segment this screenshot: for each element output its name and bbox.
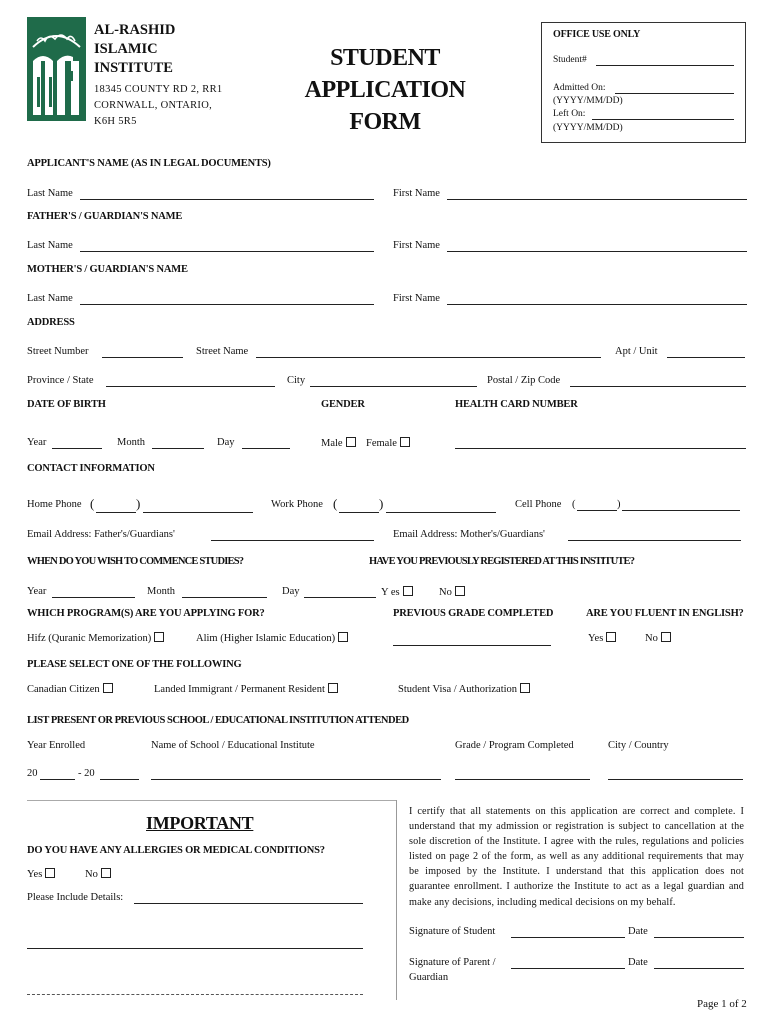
- certification-text: I certify that all statements on this application are correct and complete. I understand that my admission or registration is subject to cancellation at the sole discretion of the Institute. I agree with the rules, regulations and policies listed on page 2 of the form, as well as any additional requirements that may be imposed by the Institute. I understand that this application does not guarantee enrollment. I authorize the Institute to act as a legal guardian and make any decisions, including medical decisions on my behalf.: [409, 806, 744, 908]
- fluent-no-checkbox[interactable]: [661, 632, 671, 642]
- previous-grade-heading: PREVIOUS GRADE COMPLETED: [393, 608, 554, 619]
- mother-last-label: Last Name: [27, 293, 73, 304]
- office-use-box: [541, 22, 746, 143]
- school-col-grade: Grade / Program Completed: [455, 740, 574, 751]
- gender-male-option[interactable]: [321, 437, 356, 449]
- dob-month-field[interactable]: [152, 448, 204, 449]
- allergy-yes-label: Yes: [27, 869, 43, 880]
- work-phone-area-field[interactable]: [339, 512, 379, 513]
- status-heading: PLEASE SELECT ONE OF THE FOLLOWING: [27, 659, 242, 670]
- dob-heading: DATE OF BIRTH: [27, 399, 106, 410]
- school-col-city: City / Country: [608, 740, 669, 751]
- citizen-option[interactable]: [27, 683, 113, 695]
- gender-female-option[interactable]: [366, 437, 410, 449]
- allergy-question: DO YOU HAVE ANY ALLERGIES OR MEDICAL CONDITIONS?: [27, 845, 325, 856]
- street-number-label: Street Number: [27, 346, 89, 357]
- hifz-checkbox[interactable]: [154, 632, 164, 642]
- cell-phone-label: Cell Phone: [515, 499, 562, 510]
- student-signature-field[interactable]: [511, 937, 625, 938]
- previous-reg-yes-checkbox[interactable]: [403, 586, 413, 596]
- school-year-end-prefix: - 20: [78, 768, 95, 779]
- father-heading: FATHER'S / GUARDIAN'S NAME: [27, 211, 183, 222]
- cell-phone-area-code: (: [572, 499, 576, 510]
- school-col-year: Year Enrolled: [27, 740, 86, 751]
- student-number-label: Student#: [553, 55, 587, 65]
- gender-male-label: Male: [321, 438, 343, 449]
- logo-emblem-icon: [27, 17, 86, 121]
- school-grade-field[interactable]: [455, 779, 590, 780]
- applicant-heading: APPLICANT'S NAME (AS IN LEGAL DOCUMENTS): [27, 158, 271, 169]
- work-phone-area-code: (: [333, 496, 338, 511]
- previous-registration-heading: HAVE YOU PREVIOUSLY REGISTERED AT THIS INSTITUTE?: [369, 556, 635, 567]
- student-signature-date-field[interactable]: [654, 937, 744, 938]
- commence-day-field[interactable]: [304, 597, 376, 598]
- commence-day-label: Day: [282, 586, 300, 597]
- province-field[interactable]: [106, 386, 275, 387]
- applicant-last-field[interactable]: [80, 199, 374, 200]
- father-first-label: First Name: [393, 240, 440, 251]
- school-name-field[interactable]: [151, 779, 441, 780]
- home-phone-field[interactable]: [143, 512, 253, 513]
- postal-field[interactable]: [570, 386, 746, 387]
- parent-signature-label: Signature of Parent /: [409, 957, 496, 968]
- applicant-last-label: Last Name: [27, 188, 73, 199]
- allergy-no-option[interactable]: [85, 868, 111, 880]
- student-signature-label: Signature of Student: [409, 926, 496, 937]
- commence-month-field[interactable]: [182, 597, 267, 598]
- cell-phone-area-field[interactable]: [577, 510, 617, 511]
- alim-option[interactable]: [196, 632, 348, 644]
- commence-month-label: Month: [147, 586, 176, 597]
- allergy-details-field-3[interactable]: [27, 994, 363, 995]
- previous-grade-field[interactable]: [393, 645, 551, 646]
- home-phone-area-field[interactable]: [96, 512, 136, 513]
- cell-phone-field[interactable]: [622, 510, 740, 511]
- admitted-on-label: Admitted On:: [553, 83, 606, 93]
- form-title: STUDENT APPLICATION FORM: [304, 45, 466, 135]
- address-heading: ADDRESS: [27, 317, 75, 328]
- street-name-label: Street Name: [196, 346, 249, 357]
- date-format-hint: (YYYY/MM/DD): [553, 123, 623, 133]
- fluent-no-option[interactable]: [645, 632, 671, 644]
- province-label: Province / State: [27, 375, 94, 386]
- parent-signature-field[interactable]: [511, 968, 625, 969]
- street-name-field[interactable]: [256, 357, 601, 358]
- allergy-no-checkbox[interactable]: [101, 868, 111, 878]
- allergy-details-field-2[interactable]: [27, 948, 363, 949]
- office-use-heading: OFFICE USE ONLY: [553, 29, 641, 40]
- previous-reg-no-label: No: [439, 587, 452, 598]
- allergy-no-label: No: [85, 869, 98, 880]
- institute-address: 18345 COUNTY RD 2, RR1 CORNWALL, ONTARIO, K6H 5R5: [94, 84, 223, 127]
- commence-year-field[interactable]: [52, 597, 135, 598]
- dob-day-label: Day: [217, 437, 235, 448]
- date-format-hint: (YYYY/MM/DD): [553, 96, 623, 106]
- guardian-label: Guardian: [409, 972, 449, 983]
- allergy-details-label: Please Include Details:: [27, 892, 124, 903]
- school-year-end-field[interactable]: [100, 779, 139, 780]
- email-mother-field[interactable]: [568, 540, 741, 541]
- left-on-field[interactable]: [592, 119, 734, 120]
- allergy-yes-option[interactable]: [27, 868, 55, 880]
- citizen-checkbox[interactable]: [103, 683, 113, 693]
- male-checkbox[interactable]: [346, 437, 356, 447]
- mother-first-label: First Name: [393, 293, 440, 304]
- father-last-label: Last Name: [27, 240, 73, 251]
- home-phone-area-code-close: ): [136, 496, 141, 511]
- student-number-field[interactable]: [596, 65, 734, 66]
- section-divider: [27, 800, 397, 801]
- landed-checkbox[interactable]: [328, 683, 338, 693]
- email-mother-label: Email Address: Mother's/Guardians': [393, 529, 545, 540]
- school-col-name: Name of School / Educational Institute: [151, 740, 315, 751]
- previous-reg-no-checkbox[interactable]: [455, 586, 465, 596]
- fluent-yes-checkbox[interactable]: [606, 632, 616, 642]
- applicant-first-label: First Name: [393, 188, 440, 199]
- visa-checkbox[interactable]: [520, 683, 530, 693]
- programs-heading: WHICH PROGRAM(S) ARE YOU APPLYING FOR?: [27, 608, 265, 619]
- school-year-start-field[interactable]: [40, 779, 75, 780]
- home-phone-area-code: (: [90, 496, 95, 511]
- work-phone-label: Work Phone: [271, 499, 323, 510]
- visa-option[interactable]: [398, 683, 530, 695]
- parent-signature-date-field[interactable]: [654, 968, 744, 969]
- previous-reg-no-option[interactable]: [439, 586, 465, 598]
- contact-heading: CONTACT INFORMATION: [27, 463, 155, 474]
- health-card-field[interactable]: [455, 448, 746, 449]
- hifz-option[interactable]: [27, 632, 164, 644]
- father-last-field[interactable]: [80, 251, 374, 252]
- visa-label: Student Visa / Authorization: [398, 684, 518, 695]
- school-year-start-prefix: 20: [27, 768, 38, 779]
- health-card-heading: HEALTH CARD NUMBER: [455, 399, 578, 410]
- fluent-no-label: No: [645, 633, 658, 644]
- alim-checkbox[interactable]: [338, 632, 348, 642]
- mother-first-field[interactable]: [447, 304, 747, 305]
- citizen-label: Canadian Citizen: [27, 684, 100, 695]
- admitted-on-field[interactable]: [615, 93, 734, 94]
- email-father-field[interactable]: [211, 540, 374, 541]
- applicant-first-field[interactable]: [447, 199, 747, 200]
- allergy-details-field[interactable]: [134, 903, 363, 904]
- commence-year-label: Year: [27, 586, 47, 597]
- commence-heading: WHEN DO YOU WISH TO COMMENCE STUDIES?: [27, 556, 244, 567]
- landed-option[interactable]: [154, 683, 338, 695]
- work-phone-field[interactable]: [386, 512, 496, 513]
- allergy-yes-checkbox[interactable]: [45, 868, 55, 878]
- apt-unit-label: Apt / Unit: [615, 346, 658, 357]
- school-city-field[interactable]: [608, 779, 743, 780]
- left-on-label: Left On:: [553, 109, 586, 119]
- institute-name: AL-RASHID ISLAMIC INSTITUTE: [94, 22, 176, 76]
- street-number-field[interactable]: [102, 357, 183, 358]
- city-label: City: [287, 375, 306, 386]
- landed-label: Landed Immigrant / Permanent Resident: [154, 684, 325, 695]
- gender-female-label: Female: [366, 438, 397, 449]
- important-heading: IMPORTANT: [146, 813, 254, 833]
- apt-unit-field[interactable]: [667, 357, 745, 358]
- postal-label: Postal / Zip Code: [487, 375, 561, 386]
- parent-signature-date-label: Date: [628, 957, 648, 968]
- section-divider-vertical: [396, 800, 397, 1000]
- gender-heading: GENDER: [321, 399, 365, 410]
- fluent-english-heading: ARE YOU FLUENT IN ENGLISH?: [586, 608, 744, 619]
- fluent-yes-label: Yes: [588, 633, 604, 644]
- dob-month-label: Month: [117, 437, 146, 448]
- home-phone-label: Home Phone: [27, 499, 82, 510]
- work-phone-area-code-close: ): [379, 496, 384, 511]
- institute-logo: [27, 17, 86, 121]
- mother-last-field[interactable]: [80, 304, 374, 305]
- dob-year-field[interactable]: [52, 448, 102, 449]
- father-first-field[interactable]: [447, 251, 747, 252]
- dob-day-field[interactable]: [242, 448, 290, 449]
- cell-phone-area-code-close: ): [617, 499, 621, 510]
- mother-heading: MOTHER'S / GUARDIAN'S NAME: [27, 264, 188, 275]
- email-father-label: Email Address: Father's/Guardians': [27, 529, 175, 540]
- hifz-label: Hifz (Quranic Memorization): [27, 633, 152, 644]
- female-checkbox[interactable]: [400, 437, 410, 447]
- dob-year-label: Year: [27, 437, 47, 448]
- alim-label: Alim (Higher Islamic Education): [196, 633, 336, 644]
- student-signature-date-label: Date: [628, 926, 648, 937]
- page-number: Page 1 of 2: [697, 998, 747, 1010]
- previous-reg-yes-label: Y es: [381, 587, 400, 598]
- city-field[interactable]: [310, 386, 477, 387]
- school-heading: LIST PRESENT OR PREVIOUS SCHOOL / EDUCATIONAL INSTITUTION ATTENDED: [27, 715, 409, 726]
- previous-reg-yes-option[interactable]: [381, 586, 413, 598]
- fluent-yes-option[interactable]: [588, 632, 616, 644]
